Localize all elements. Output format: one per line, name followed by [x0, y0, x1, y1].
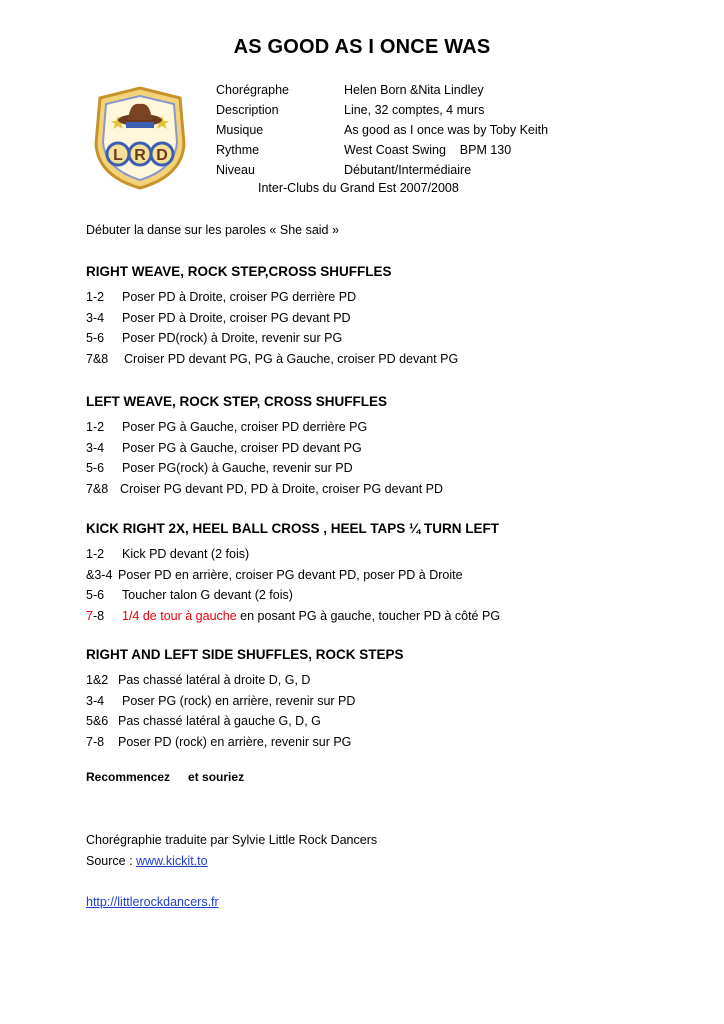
section-heading: LEFT WEAVE, ROCK STEP, CROSS SHUFFLES: [86, 394, 388, 409]
info-value: Helen Born &Nita Lindley: [344, 83, 484, 97]
step-text: Poser PD en arrière, croiser PG devant PD, poser PD à Droite: [118, 567, 463, 582]
step-row: [86, 670, 404, 691]
interclubs-line: Inter-Clubs du Grand Est 2007/2008: [258, 181, 459, 195]
info-row-rythme: [216, 140, 548, 160]
step-text-red: 1/4 de tour à gauche: [122, 608, 237, 623]
step-row: [86, 328, 458, 349]
step-text: Poser PG à Gauche, croiser PD devant PG: [122, 440, 362, 455]
info-row-choregraphe: [216, 80, 548, 100]
step-count: &3-4: [86, 567, 113, 582]
step-count: 7-8: [86, 734, 105, 749]
info-row-niveau: [216, 160, 548, 180]
info-row-musique: [216, 120, 548, 140]
info-label: Chorégraphe: [216, 83, 289, 97]
step-count: 5&6: [86, 714, 109, 728]
step-text: Pas chassé latéral à droite D, G, D: [118, 673, 311, 687]
info-value: Line, 32 comptes, 4 murs: [344, 103, 485, 117]
step-count: 1-2: [86, 547, 105, 561]
info-label: Musique: [216, 123, 264, 137]
info-value: Débutant/Intermédiaire: [344, 163, 472, 177]
step-text: Poser PG(rock) à Gauche, revenir sur PD: [122, 461, 353, 475]
step-text: Poser PD à Droite, croiser PG devant PD: [122, 310, 351, 325]
site-link[interactable]: http://littlerockdancers.fr: [86, 895, 219, 909]
step-text: Poser PD (rock) en arrière, revenir sur PG: [118, 734, 352, 749]
step-text: Poser PD(rock) à Droite, revenir sur PG: [122, 331, 343, 345]
info-value: West Coast Swing BPM 130: [344, 143, 512, 157]
section-left-weave: [86, 391, 443, 499]
section-side-shuffles: [86, 644, 404, 752]
step-row: [86, 458, 443, 479]
step-count: 1&2: [86, 673, 109, 687]
step-text: Poser PD à Droite, croiser PG derrière PD: [122, 290, 357, 304]
step-count-red: 7: [86, 608, 93, 623]
info-label: Description: [216, 103, 279, 117]
section-heading: RIGHT AND LEFT SIDE SHUFFLES, ROCK STEPS: [86, 647, 404, 662]
step-count: 7&8: [86, 481, 109, 496]
step-count: 7&8: [86, 351, 109, 366]
step-count-rest: -8: [92, 608, 105, 623]
step-row: [86, 479, 443, 500]
step-row: [86, 287, 458, 308]
step-row: [86, 417, 443, 438]
translation-credit: Chorégraphie traduite par Sylvie Little Rock Dancers: [86, 833, 378, 847]
step-row: [86, 438, 443, 459]
logo-letter-r: R: [134, 147, 146, 164]
step-count: 3-4: [86, 440, 105, 455]
info-row-description: [216, 100, 548, 120]
info-label: Niveau: [216, 163, 255, 177]
step-count: 1-2: [86, 290, 105, 304]
step-count: [86, 606, 122, 627]
section-kick-right: [86, 518, 500, 626]
info-label: Rythme: [216, 143, 260, 157]
step-count: 1-2: [86, 420, 105, 434]
step-row: [86, 711, 404, 732]
intro-text: Débuter la danse sur les paroles « She said »: [86, 223, 339, 237]
source-line: [86, 851, 208, 871]
step-row: [86, 606, 500, 627]
step-text: Poser PG à Gauche, croiser PD derrière PG: [122, 420, 368, 434]
site-line: [86, 892, 219, 912]
club-logo: [92, 84, 188, 190]
step-count: 5-6: [86, 588, 105, 602]
logo-letter-l: L: [113, 147, 123, 164]
step-text: Poser PG (rock) en arrière, revenir sur PD: [122, 693, 356, 708]
souriez-text: et souriez: [188, 770, 245, 784]
source-link[interactable]: www.kickit.to: [136, 854, 208, 868]
section-heading: RIGHT WEAVE, ROCK STEP,CROSS SHUFFLES: [86, 264, 392, 279]
source-label: Source :: [86, 854, 137, 868]
step-text: en posant PG à gauche, toucher PD à côté PG: [236, 608, 501, 623]
step-row: [86, 691, 404, 712]
step-row: [86, 308, 458, 329]
dance-info: [216, 80, 548, 180]
step-text: Pas chassé latéral à gauche G, D, G: [118, 714, 321, 728]
recommencez-text: Recommencez: [86, 770, 171, 784]
recommencez-line: [86, 770, 244, 784]
section-heading: KICK RIGHT 2X, HEEL BALL CROSS , HEEL TAPS ¼ TURN LEFT: [86, 521, 500, 536]
step-text: Kick PD devant (2 fois): [122, 547, 250, 561]
info-value: As good as I once was by Toby Keith: [344, 123, 549, 137]
step-count: 5-6: [86, 461, 105, 475]
step-count: 3-4: [86, 693, 105, 708]
step-count: 3-4: [86, 310, 105, 325]
page-title: AS GOOD AS I ONCE WAS: [233, 36, 491, 58]
section-right-weave: [86, 261, 458, 369]
step-row: [86, 565, 500, 586]
step-row: [86, 732, 404, 753]
step-row: [86, 544, 500, 565]
step-text: Croiser PG devant PD, PD à Droite, croiser PG devant PD: [120, 481, 444, 496]
step-count: 5-6: [86, 331, 105, 345]
logo-letter-d: D: [156, 147, 168, 164]
step-text: Toucher talon G devant (2 fois): [122, 588, 293, 602]
step-row: [86, 349, 458, 370]
step-text: Croiser PD devant PG, PG à Gauche, croiser PD devant PG: [124, 351, 459, 366]
step-row: [86, 585, 500, 606]
